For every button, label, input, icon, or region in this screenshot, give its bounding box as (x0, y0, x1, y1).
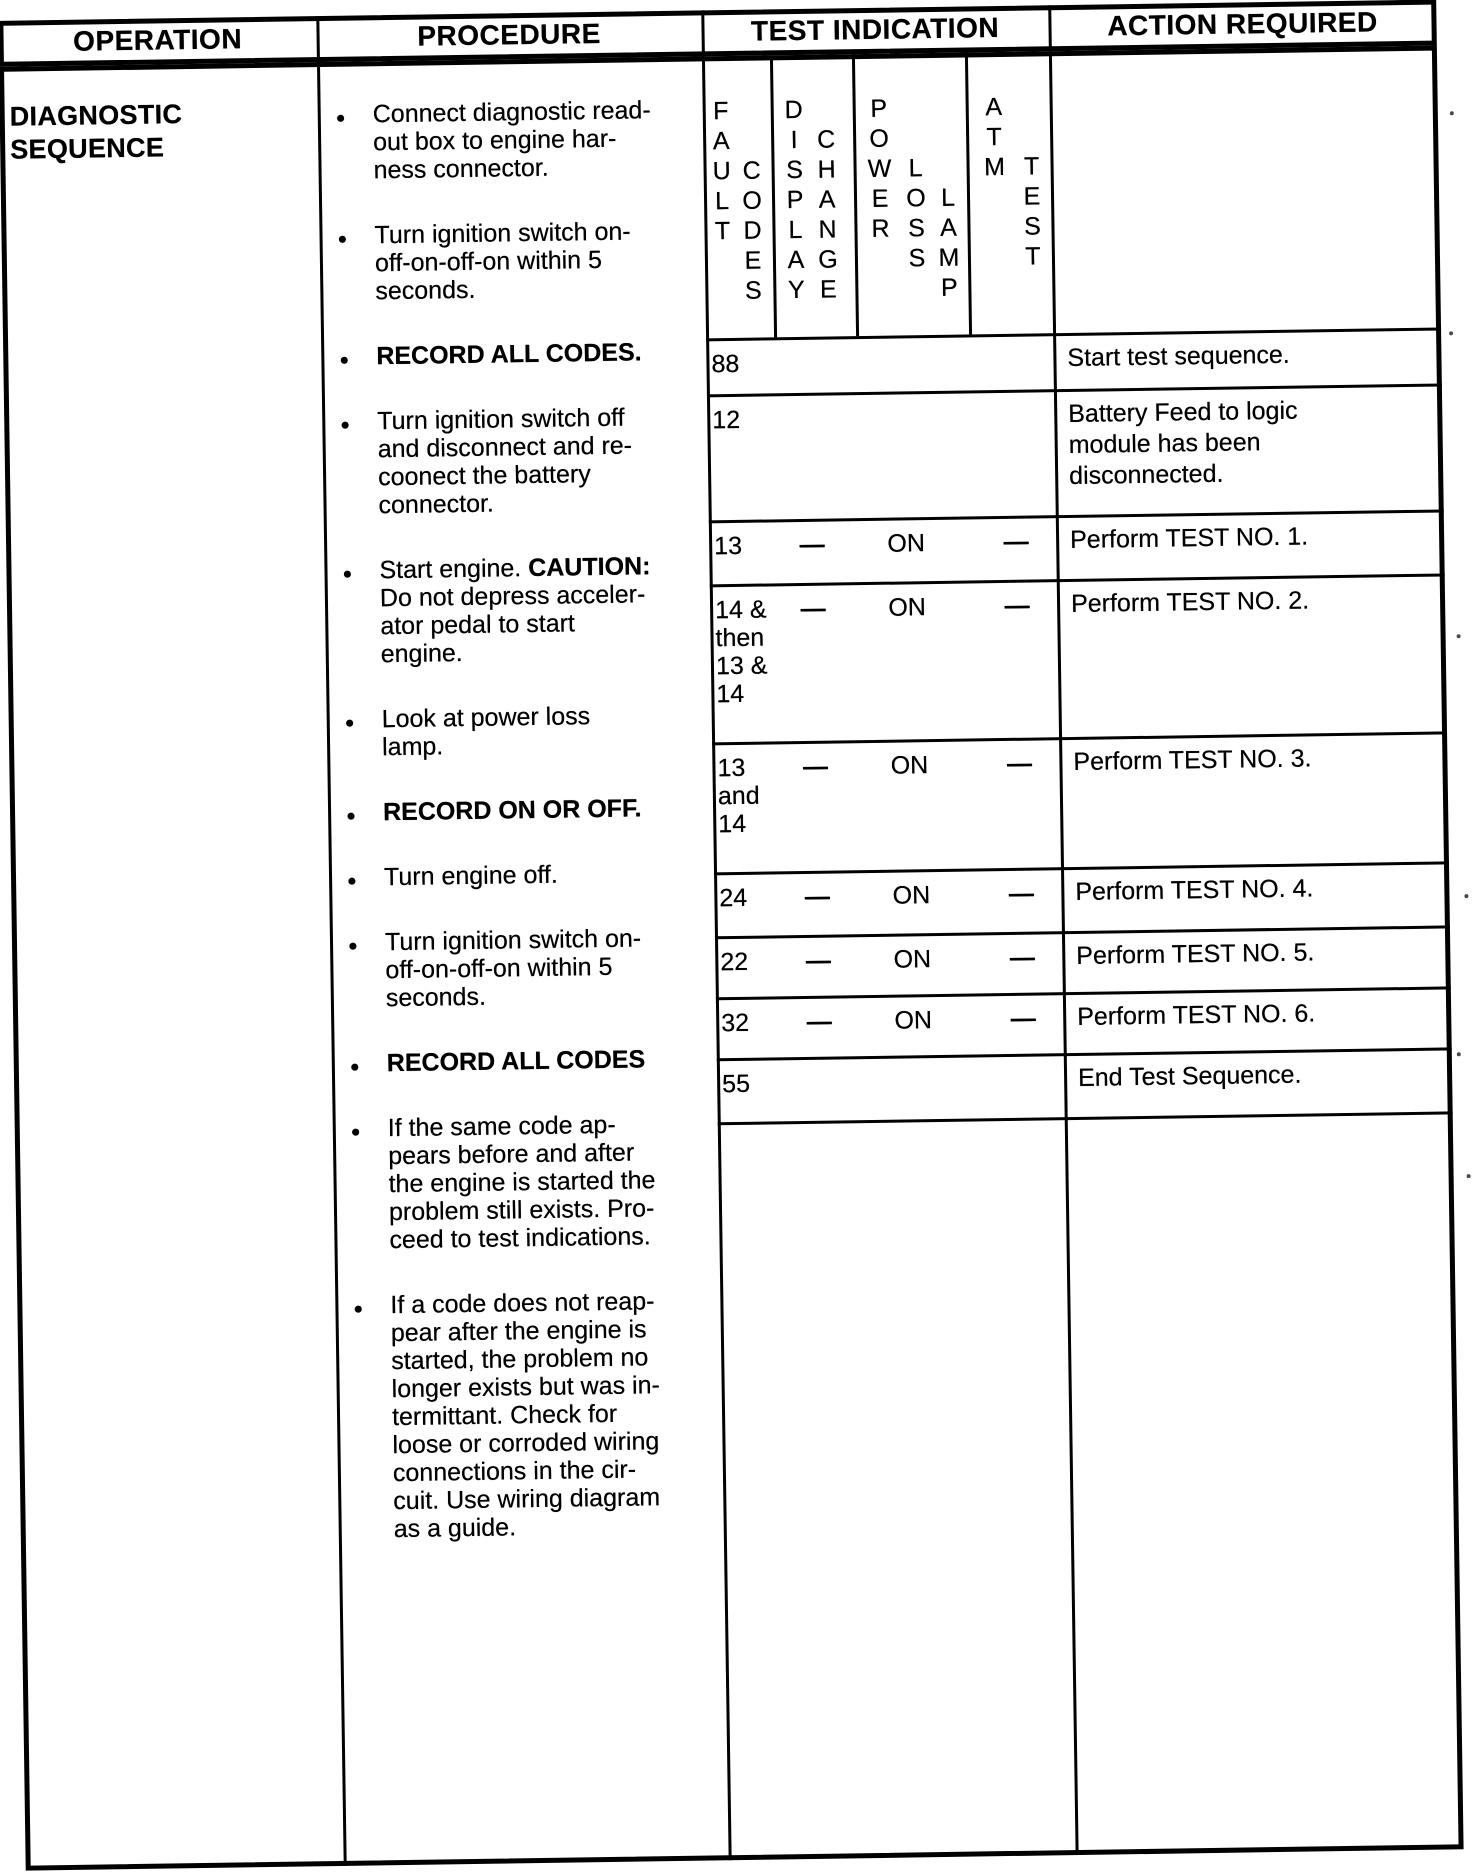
procedure-step (336, 96, 693, 185)
procedure-step (342, 552, 700, 669)
table-row (714, 861, 1450, 936)
atm-test-cell: — (1004, 591, 1030, 620)
page-title (9, 98, 182, 167)
power-loss-lamp-cell: ON (892, 881, 931, 910)
power-loss-lamp-cell: ON (890, 751, 929, 780)
bullet-icon: ● (353, 1300, 364, 1318)
scan-speck (1457, 634, 1461, 638)
procedure-step-text: Turn ignition switch on- off-on-off-on within 5 seconds. (374, 217, 631, 306)
procedure-step-text: If the same code ap- pears before and after the engine is started the problem still exists. Pro- ceed to test indications. (387, 1110, 656, 1255)
fault-code-cell: 12 (712, 405, 741, 435)
bullet-icon: ● (342, 565, 353, 583)
atm-test-cell: — (1008, 879, 1035, 908)
display-change-cell: — (804, 882, 831, 911)
table-row (707, 383, 1444, 520)
power-loss-lamp-cell: ON (894, 1006, 933, 1035)
display-change-cell: — (806, 1007, 832, 1036)
procedure-step (345, 701, 702, 762)
vertical-label-display-change: C H A N G E (816, 125, 838, 304)
bullet-icon: ● (340, 416, 351, 434)
display-change-cell: — (799, 530, 825, 560)
bullet-icon: ● (349, 1058, 360, 1076)
atm-test-cell: — (1006, 749, 1033, 778)
power-loss-lamp-cell: ON (887, 529, 926, 558)
fault-code-cell: 22 (720, 947, 749, 977)
procedure-step-text: RECORD ALL CODES (386, 1045, 646, 1078)
column-header-operation: OPERATION (72, 23, 243, 57)
fault-code-cell: 32 (721, 1008, 750, 1038)
vertical-label-power-loss-lamp: P O W E R (867, 94, 892, 243)
column-header-test-indication: TEST INDICATION (750, 11, 1000, 47)
table-row (718, 1111, 1464, 1860)
power-loss-lamp-cell: ON (893, 945, 932, 974)
procedure-step-text: RECORD ALL CODES. (376, 338, 642, 371)
action-cell: Perform TEST NO. 1. (1069, 522, 1309, 554)
bullet-icon: ● (337, 230, 348, 248)
procedure-step (351, 1109, 709, 1254)
scan-speck (1464, 894, 1468, 898)
display-change-cell: — (805, 946, 832, 975)
procedure-step-text: Turn ignition switch on- off-on-off-on within 5 seconds. (384, 924, 642, 1013)
procedure-step-text: Turn engine off. (383, 860, 558, 892)
vertical-label-fault-codes: C O D E S (742, 156, 762, 305)
procedure-step-text: Turn ignition switch off and disconnect and re- coonect the battery connector. (377, 403, 633, 520)
procedure-list (336, 96, 714, 1581)
procedure-step (348, 923, 705, 1012)
operation-title-line: SEQUENCE (10, 132, 165, 165)
table-row (712, 731, 1449, 872)
procedure-step (350, 1044, 706, 1077)
action-cell: Perform TEST NO. 2. (1070, 586, 1310, 618)
action-cell: Perform TEST NO. 5. (1076, 938, 1315, 970)
vertical-label-display-change: D I S P L A Y (784, 95, 805, 305)
bullet-icon: ● (350, 1123, 361, 1141)
procedure-step (347, 858, 703, 891)
action-cell: Perform TEST NO. 3. (1073, 744, 1312, 776)
bullet-icon: ● (347, 937, 358, 955)
display-change-cell: — (802, 752, 829, 781)
operation-title-line: DIAGNOSTIC (9, 99, 183, 132)
action-cell: Perform TEST NO. 6. (1077, 999, 1316, 1031)
fault-code-cell: 55 (721, 1069, 751, 1099)
fault-code-cell: 13 and 14 (717, 753, 760, 839)
table-row (716, 986, 1452, 1058)
bullet-icon: ● (339, 351, 350, 369)
fault-code-cell: 13 (713, 531, 743, 561)
scan-speck (1450, 111, 1454, 115)
fault-code-cell: 14 & then 13 & 14 (714, 595, 768, 709)
action-cell: Perform TEST NO. 4. (1075, 874, 1314, 906)
procedure-step-text: Look at power loss lamp. (381, 702, 591, 762)
display-change-cell: — (800, 594, 826, 624)
scan-speck (1467, 1174, 1471, 1178)
procedure-step (353, 1286, 713, 1543)
action-cell: Battery Feed to logic module has been disconnected. (1068, 396, 1298, 491)
action-cell: Start test sequence. (1067, 340, 1290, 373)
bullet-icon: ● (335, 109, 346, 127)
vertical-label-atm-test: T E S T (1023, 152, 1042, 271)
table-row (715, 925, 1451, 997)
procedure-step-text: Connect diagnostic read- out box to engine har- ness connector. (372, 96, 651, 185)
vertical-label-fault-codes: F A U L T (712, 97, 731, 246)
atm-test-cell: — (1003, 527, 1029, 556)
vertical-label-atm-test: A T M (983, 92, 1006, 182)
scan-speck (1449, 331, 1453, 335)
table-row (710, 573, 1447, 742)
action-cell: End Test Sequence. (1077, 1060, 1302, 1092)
column-header-procedure: PROCEDURE (417, 17, 601, 52)
table-row (709, 509, 1445, 584)
procedure-step (339, 338, 695, 371)
power-loss-lamp-cell: ON (888, 593, 927, 622)
table-row (717, 1047, 1453, 1122)
bullet-icon: ● (346, 807, 356, 825)
procedure-step (340, 403, 698, 520)
column-header-action-required: ACTION REQUIRED (1107, 6, 1378, 42)
procedure-step (337, 217, 694, 306)
vertical-label-power-loss-lamp: L O S S (906, 154, 926, 273)
vertical-label-power-loss-lamp: L A M P (938, 183, 960, 302)
scan-speck (1457, 1052, 1461, 1056)
procedure-step-text: If a code does not reap- pear after the engine is started, the problem no longer exists but was in- termittant. Check for loose or corroded wiring connections in the cir- cuit. Use wiring diagram as a guide. (390, 1287, 661, 1544)
atm-test-cell: — (1009, 943, 1036, 972)
bullet-icon: ● (346, 872, 357, 890)
atm-test-cell: — (1010, 1004, 1036, 1033)
bullet-icon: ● (344, 714, 355, 732)
procedure-step-text: Start engine. CAUTION: Do not depress acceler- ator pedal to start engine. (379, 552, 651, 669)
procedure-step (346, 793, 702, 826)
procedure-step-text: RECORD ON OR OFF. (382, 794, 642, 827)
fault-code-cell: 88 (711, 349, 740, 379)
fault-code-cell: 24 (719, 883, 748, 913)
